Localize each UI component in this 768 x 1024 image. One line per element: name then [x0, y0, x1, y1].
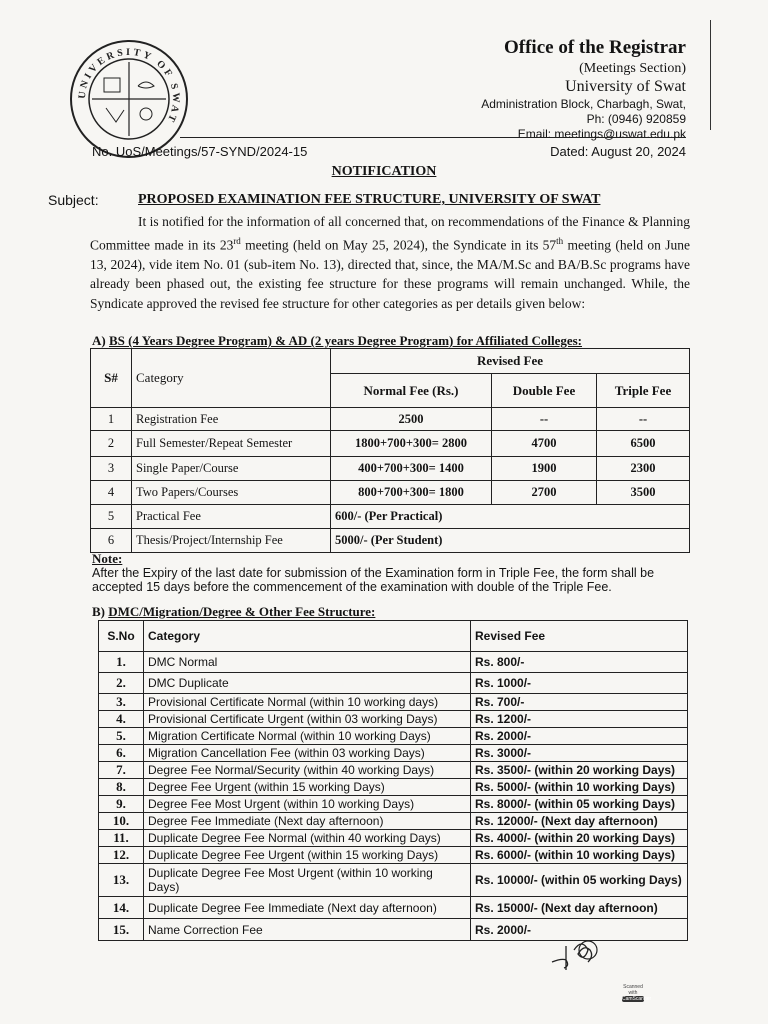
col-triple-fee: Triple Fee	[597, 374, 690, 408]
table-cell: Rs. 3000/-	[471, 745, 688, 762]
table-cell: Thesis/Project/Internship Fee	[132, 529, 331, 553]
table-cell: Rs. 2000/-	[471, 919, 688, 941]
notification-title: NOTIFICATION	[331, 164, 437, 179]
table-cell: 1	[91, 408, 132, 431]
table-cell: Rs. 4000/- (within 20 working Days)	[471, 830, 688, 847]
table-cell: Rs. 3500/- (within 20 working Days)	[471, 762, 688, 779]
table-row	[99, 728, 688, 745]
svg-text:UNIVERSITY OF SWAT: UNIVERSITY OF SWAT	[76, 46, 182, 126]
table-cell: Rs. 10000/- (within 05 working Days)	[471, 864, 688, 897]
table-cell: 400+700+300= 1400	[331, 457, 492, 481]
office-title: Office of the Registrar	[503, 37, 686, 58]
table-cell: 6.	[99, 745, 144, 762]
table-cell: Duplicate Degree Fee Immediate (Next day afternoon)	[144, 897, 471, 919]
university-name: University of Swat	[565, 78, 686, 96]
table-cell: Practical Fee	[132, 505, 331, 529]
table-cell: Duplicate Degree Fee Urgent (within 15 working Days)	[144, 847, 471, 864]
table-row	[99, 652, 688, 673]
table-cell: 8.	[99, 779, 144, 796]
table-cell: --	[492, 408, 597, 431]
col-category: Category	[132, 349, 331, 408]
office-header	[481, 36, 686, 142]
table-cell: 4.	[99, 711, 144, 728]
table-cell: Rs. 6000/- (within 10 working Days)	[471, 847, 688, 864]
table-cell: Rs. 15000/- (Next day afternoon)	[471, 897, 688, 919]
table-cell: Degree Fee Most Urgent (within 10 working Days)	[144, 796, 471, 813]
table-cell: DMC Duplicate	[144, 673, 471, 694]
note-text: After the Expiry of the last date for submission of the Examination form in Triple Fee, the form shall be accepted 15 days before the commencement of the examination with double of the Triple Fee.	[92, 566, 655, 594]
table-cell: Rs. 700/-	[471, 694, 688, 711]
table-cell: 10.	[99, 813, 144, 830]
table-cell: 11.	[99, 830, 144, 847]
col-category: Category	[144, 621, 471, 652]
col-sno: S.No	[99, 621, 144, 652]
table-row	[99, 673, 688, 694]
table-cell: 3500	[597, 481, 690, 505]
table-cell: 4700	[492, 431, 597, 457]
table-cell: 600/- (Per Practical)	[331, 505, 690, 529]
table-cell: Migration Cancellation Fee (within 03 working Days)	[144, 745, 471, 762]
table-row	[99, 864, 688, 897]
table-cell: Rs. 8000/- (within 05 working Days)	[471, 796, 688, 813]
subject-label: Subject:	[48, 192, 99, 208]
page-edge-mark	[710, 20, 711, 130]
col-sno: S#	[91, 349, 132, 408]
table-cell: Degree Fee Immediate (Next day afternoon)	[144, 813, 471, 830]
table-cell: Provisional Certificate Normal (within 10 working days)	[144, 694, 471, 711]
table-row	[99, 847, 688, 864]
col-revised-fee: Revised Fee	[471, 621, 688, 652]
table-row	[99, 830, 688, 847]
dmc-fee-table	[98, 620, 688, 941]
table-cell: Duplicate Degree Fee Most Urgent (within 10 working Days)	[144, 864, 471, 897]
table-cell: 3.	[99, 694, 144, 711]
table-cell: Duplicate Degree Fee Normal (within 40 working Days)	[144, 830, 471, 847]
table-cell: Rs. 1000/-	[471, 673, 688, 694]
table-row	[99, 762, 688, 779]
section-name: (Meetings Section)	[579, 60, 686, 76]
note-heading: Note:	[92, 551, 123, 566]
table-row	[91, 408, 690, 431]
table-cell: 2.	[99, 673, 144, 694]
signature	[548, 936, 608, 972]
table-cell: 1.	[99, 652, 144, 673]
col-double-fee: Double Fee	[492, 374, 597, 408]
table-cell: Registration Fee	[132, 408, 331, 431]
table-cell: Degree Fee Urgent (within 15 working Days)	[144, 779, 471, 796]
table-cell: Single Paper/Course	[132, 457, 331, 481]
address: Administration Block, Charbagh, Swat,	[481, 97, 686, 112]
table-cell: 7.	[99, 762, 144, 779]
table-cell: 13.	[99, 864, 144, 897]
table-row	[91, 457, 690, 481]
table-row	[91, 529, 690, 553]
table-cell: Name Correction Fee	[144, 919, 471, 941]
table-row	[91, 481, 690, 505]
table-cell: 800+700+300= 1800	[331, 481, 492, 505]
table-cell: Rs. 5000/- (within 10 working Days)	[471, 779, 688, 796]
date: Dated: August 20, 2024	[550, 144, 686, 159]
table-cell: Rs. 800/-	[471, 652, 688, 673]
section-a-heading: A) BS (4 Years Degree Program) & AD (2 years Degree Program) for Affiliated Colleges:	[92, 333, 583, 348]
table-cell: 2	[91, 431, 132, 457]
phone: Ph: (0946) 920859	[586, 112, 686, 127]
table-cell: 6500	[597, 431, 690, 457]
university-seal-logo	[68, 38, 190, 160]
table-cell: 3	[91, 457, 132, 481]
table-cell: 2700	[492, 481, 597, 505]
table-cell: 5	[91, 505, 132, 529]
body-paragraph: It is notified for the information of all concerned that, on recommendations of the Finance & Planning Committee made in its 23rd meeting (held on May 25, 2024), the Syndicate in its 57th meeting (held on June 13, 2024), vide item No. 01 (sub-item No. 13), directed that, since, the MA/M.Sc and BA/B.Sc programs have already been phased out, the existing fee structure for these programs will remain unchanged. While, the Syndicate approved the revised fee structure for other categories as per details given below:	[90, 214, 690, 311]
col-normal-fee: Normal Fee (Rs.)	[331, 374, 492, 408]
table-cell: 12.	[99, 847, 144, 864]
table-cell: 4	[91, 481, 132, 505]
table-cell: 1800+700+300= 2800	[331, 431, 492, 457]
table-cell: Two Papers/Courses	[132, 481, 331, 505]
subject-text: PROPOSED EXAMINATION FEE STRUCTURE, UNIVERSITY OF SWAT	[138, 192, 601, 207]
table-row	[99, 779, 688, 796]
table-cell: 9.	[99, 796, 144, 813]
table-cell: --	[597, 408, 690, 431]
col-revised-fee: Revised Fee	[331, 349, 690, 374]
table-row	[99, 711, 688, 728]
table-row	[99, 796, 688, 813]
reference-number: No. UoS/Meetings/57-SYND/2024-15	[92, 144, 308, 159]
table-cell: Provisional Certificate Urgent (within 03 working Days)	[144, 711, 471, 728]
table-cell: 2300	[597, 457, 690, 481]
table-cell: 1900	[492, 457, 597, 481]
table-cell: Rs. 2000/-	[471, 728, 688, 745]
header-divider	[180, 137, 686, 138]
table-cell: 2500	[331, 408, 492, 431]
table-row	[99, 813, 688, 830]
scanner-watermark: Scanned with CamScanner	[622, 984, 652, 1002]
table-cell: 6	[91, 529, 132, 553]
bs-fee-table	[90, 348, 690, 553]
table-cell: Full Semester/Repeat Semester	[132, 431, 331, 457]
table-row	[99, 897, 688, 919]
table-row	[91, 431, 690, 457]
table-row	[99, 745, 688, 762]
table-cell: Rs. 12000/- (Next day afternoon)	[471, 813, 688, 830]
table-cell: 14.	[99, 897, 144, 919]
email: Email: meetings@uswat.edu.pk	[517, 127, 686, 142]
table-row	[99, 694, 688, 711]
table-cell: Rs. 1200/-	[471, 711, 688, 728]
table-cell: 15.	[99, 919, 144, 941]
table-cell: DMC Normal	[144, 652, 471, 673]
table-cell: 5.	[99, 728, 144, 745]
table-row	[91, 505, 690, 529]
table-cell: 5000/- (Per Student)	[331, 529, 690, 553]
table-cell: Degree Fee Normal/Security (within 40 working Days)	[144, 762, 471, 779]
section-b-heading: B) DMC/Migration/Degree & Other Fee Structure:	[92, 604, 376, 619]
table-cell: Migration Certificate Normal (within 10 working Days)	[144, 728, 471, 745]
